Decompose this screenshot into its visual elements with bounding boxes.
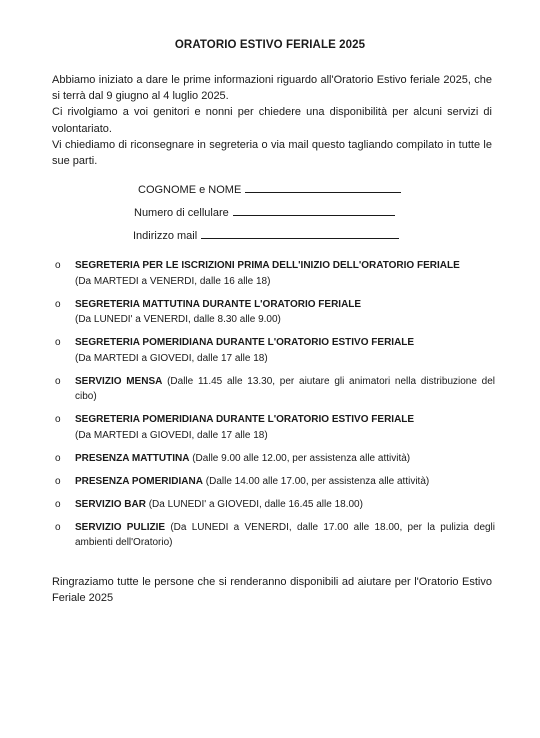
checkbox-circle-icon[interactable]: o [55, 260, 61, 271]
service-option[interactable] [55, 412, 495, 443]
intro-paragraph-3: Vi chiediamo di riconsegnare in segreteria o via mail questo tagliando compilato in tutte le sue parti. [52, 138, 492, 168]
email-field-label: Indirizzo mail [133, 230, 198, 242]
service-name: SEGRETERIA MATTUTINA DURANTE L'ORATORIO FERIALE [75, 298, 362, 310]
email-field-line[interactable] [201, 228, 399, 239]
service-option[interactable] [55, 374, 495, 405]
intro-paragraph-1: Abbiamo iniziato a dare le prime informazioni riguardo all'Oratorio Estivo feriale 2025, che si terrà dal 9 giugno al 4 luglio 2025. [52, 74, 492, 103]
service-option[interactable] [55, 335, 495, 366]
checkbox-circle-icon[interactable]: o [55, 298, 61, 310]
service-details: (Dalle 11.45 alle 13.30, per aiutare gli animatori nella distribuzione del cibo) [75, 375, 496, 402]
page-title: ORATORIO ESTIVO FERIALE 2025 [174, 39, 366, 51]
service-details: (Da LUNEDI a VENERDI, dalle 17.00 alle 18.00, per la pulizia degli ambienti dell'Oratorio) [75, 521, 496, 548]
service-option[interactable] [55, 497, 495, 513]
intro-paragraph-2: Ci rivolgiamo a voi genitori e nonni per chiedere una disponibilità per alcuni servizi di volontariato. [52, 106, 492, 135]
service-details: (Da LUNEDI' a GIOVEDI, dalle 16.45 alle 18.00) [145, 498, 363, 510]
service-name: PRESENZA POMERIDIANA [75, 475, 203, 487]
phone-field[interactable] [134, 205, 395, 219]
service-name: SEGRETERIA POMERIDIANA DURANTE L'ORATORIO ESTIVO FERIALE [75, 414, 415, 425]
service-details: (Da MARTEDI a GIOVEDI, dalle 17 alle 18) [75, 352, 268, 364]
email-field[interactable] [133, 228, 399, 242]
checkbox-circle-icon[interactable]: o [55, 375, 61, 387]
checkbox-circle-icon[interactable]: o [55, 337, 61, 348]
name-field[interactable] [138, 182, 401, 196]
service-details: (Da MARTEDI a GIOVEDI, dalle 17 alle 18) [75, 429, 268, 441]
service-option[interactable] [55, 297, 495, 328]
name-field-line[interactable] [245, 182, 401, 193]
closing-text: Ringraziamo tutte le persone che si renderanno disponibili ad aiutare per l'Oratorio Estivo Feriale 2025 [52, 576, 492, 605]
checkbox-circle-icon[interactable]: o [55, 475, 61, 487]
service-name: SERVIZIO BAR [75, 498, 146, 510]
checkbox-circle-icon[interactable]: o [55, 452, 61, 464]
service-details: (Dalle 14.00 alle 17.00, per assistenza alle attività) [202, 475, 430, 487]
service-option[interactable] [55, 520, 495, 551]
service-option[interactable] [55, 474, 495, 490]
service-name: SERVIZIO PULIZIE [75, 521, 166, 533]
service-details: (Dalle 9.00 alle 12.00, per assistenza alle attività) [189, 452, 411, 464]
service-name: SERVIZIO MENSA [75, 375, 163, 387]
service-details: (Da LUNEDI' a VENERDI, dalle 8.30 alle 9.00) [75, 314, 281, 325]
name-field-label: COGNOME e NOME [138, 184, 242, 196]
service-details: (Da MARTEDI a VENERDI, dalle 16 alle 18) [75, 275, 271, 287]
service-name: SEGRETERIA PER LE ISCRIZIONI PRIMA DELL'INIZIO DELL'ORATORIO FERIALE [75, 260, 460, 271]
phone-field-label: Numero di cellulare [134, 207, 229, 219]
checkbox-circle-icon[interactable]: o [55, 521, 61, 533]
services-list [55, 258, 495, 558]
checkbox-circle-icon[interactable]: o [55, 498, 61, 510]
service-option[interactable] [55, 451, 495, 467]
service-option[interactable] [55, 258, 495, 289]
phone-field-line[interactable] [233, 205, 395, 216]
checkbox-circle-icon[interactable]: o [55, 414, 61, 425]
service-name: PRESENZA MATTUTINA [75, 452, 190, 464]
intro-text [52, 72, 492, 169]
service-name: SEGRETERIA POMERIDIANA DURANTE L'ORATORIO ESTIVO FERIALE [75, 337, 415, 348]
